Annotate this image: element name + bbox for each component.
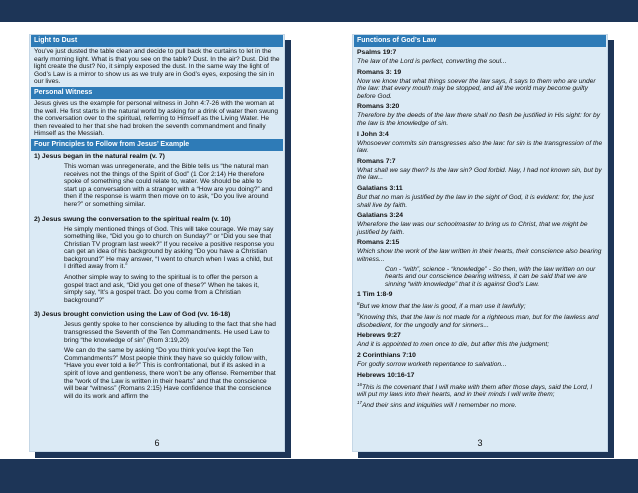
scripture-reference: 1 Tim 1:8-9 [357, 291, 393, 299]
right-page [352, 34, 608, 452]
principle-2-text: He simply mentioned things of God. This will take courage. We may say something like, “Did you go to church on Sunday?” or “Did you see that Christian TV program last week?” If you receive a positive response you can get an idea of his background by asking “Do you have a Christian background?” He may answer, “I went to church when I was a child, but I drifted away from it.” Another simple way to swing to the spiritual is to offer the person a gospel tract and ask, “Did you get one of these?” When he takes it, simply say, “It’s a gospel tract. Do you come from a Christian background?” [64, 225, 274, 304]
scripture-reference: 2 Corinthians 7:10 [357, 352, 416, 360]
verse-number: 9 [357, 312, 360, 318]
verse-number: 17 [357, 400, 363, 405]
principle-1-heading: 1) Jesus began in the natural realm (v. 7) [34, 152, 165, 160]
bottom-banner [0, 459, 638, 493]
principle-2-heading: 2) Jesus swung the conversation to the spiritual realm (v. 10) [34, 215, 231, 223]
scripture-verse: And it is appointed to men once to die, but after this the judgment; [357, 341, 550, 349]
verse-number: 16 [357, 381, 363, 387]
scripture-verse: Therefore by the deeds of the law there shall no flesh be justified in His sight: for by the law is the knowledge of sin. [357, 112, 601, 127]
principle-3-text: Jesus gently spoke to her conscience by alluding to the fact that she had transgressed the Seventh of the Ten Commandments. He used Law to bring “the knowledge of sin” (Rom 3:19,20) We can do the same by asking “Do you think you’ve kept the Ten Commandments?” Most people think they have so quickly follow with, “Have you ever told a lie?” This is confrontational, but if its asked in a spirit of love and gentleness, there won’t be any offense. Remember that the “work of the Law is written in their hearts” and that the conscience will bear “witness” (Romans 2:15) Have confidence that the conscience will do its work and affirm the [64, 321, 276, 400]
scripture-reference: Romans 7:7 [357, 157, 396, 165]
section-header-personal-witness: Personal Witness [31, 87, 283, 99]
scripture-reference: Romans 3:20 [357, 103, 400, 111]
scripture-reference: Hebrews 9:27 [357, 332, 401, 340]
scripture-verse: Now we know that what things soever the law says, it says to them who are under the law: that every mouth may be stopped, and all the world may become guilty before God. [357, 77, 596, 100]
scripture-verse: Wherefore the law was our schoolmaster to bring us to Christ, that we might be justified by faith. [357, 221, 588, 236]
scripture-reference: Hebrews 10:16-17 [357, 371, 415, 379]
scripture-reference: Galatians 3:24 [357, 212, 404, 220]
scripture-reference: Psalms 19:7 [357, 49, 397, 56]
scripture-verse: $^8$But we know that the law is good, if a man use it lawfully; $^9$Knowing this, that the law is not made for a righteous man, but for the lawless and disobedient, for the ungodly and for sinners... [357, 301, 599, 329]
scripture-verse: The law of the Lord is perfect, converting the soul... [357, 58, 507, 65]
scripture-verse: Whosoever commits sin transgresses also the law: for sin is the transgression of the law. [357, 139, 603, 155]
scripture-verse: But that no man is justified by the law in the sight of God, it is evident: for, the just shall live by faith. [357, 193, 594, 209]
page-number: 3 [477, 438, 483, 448]
conscience-note: Con - “with”, science - “knowledge” - So then, with the law written on our hearts and our conscience bearing witness, it can be said that we are sinning “with knowledge” that it is against God’s Law. [385, 265, 596, 288]
scripture-verse: For godly sorrow worketh repentance to salvation... [357, 361, 507, 369]
scripture-reference: I John 3:4 [357, 130, 389, 138]
principle-1-text: This woman was unregenerate, and the Bible tells us “the natural man receives not the things of the Spirit of God” (1 Cor 2:14) He therefore spoke of something she could relate to, water. We should be able to start up a conversation with a stranger with a “How are you doing?” and then if the response is warm then move on to ask, “Do you live around here?” or something similar. [64, 162, 273, 208]
principle-3-heading: 3) Jesus brought conviction using the Law of God (vv. 16-18) [34, 311, 231, 319]
section-header-functions-of-law: Functions of God’s Law [354, 35, 606, 47]
section-header-four-principles: Four Principles to Follow from Jesus’ Example [31, 139, 283, 151]
personal-witness-text: Jesus gives us the example for personal witness in John 4:7-26 with the woman at the well. He first starts in the natural world by asking for a drink of water then swung the conversation over to the spiritual, referring to Himself as the Living Water. He then revealed to her that she had broken the seventh commandment and finally Himself as the Messiah. [34, 99, 279, 138]
scripture-verse: Which show the work of the law written in their hearts, their conscience also bearing witness... [357, 248, 602, 263]
left-page [29, 34, 285, 452]
scripture-reference: Romans 2:15 [357, 239, 400, 247]
scripture-verse: What shall we say then? Is the law sin? God forbid. Nay, I had not known sin, but by the law... [357, 166, 602, 182]
verse-number: 8 [357, 301, 360, 307]
light-to-dust-text: You’ve just dusted the table clean and decide to pull back the curtains to let in the early morning light. What is that you see on the table? Dust. In the air? Dust. Did the light create the dust? No, it simply exposed the dust. In the same way the light of God’s Law is a mirror to show us as we truly are in God’s eyes, exposing the sin in our lives. [34, 48, 280, 86]
scripture-reference: Galatians 3:11 [357, 184, 403, 192]
top-banner [0, 0, 638, 22]
page-number: 6 [154, 438, 160, 448]
scripture-verse: $^{16}$This is the covenant that I will make with them after those days, said the Lord, I will put my laws into their hearts, and in their minds I will write them; $^{17}$And their sins and iniquities will I remember no more. [357, 381, 593, 410]
scripture-reference: Romans 3: 19 [357, 68, 402, 76]
section-header-light-to-dust: Light to Dust [31, 35, 283, 47]
